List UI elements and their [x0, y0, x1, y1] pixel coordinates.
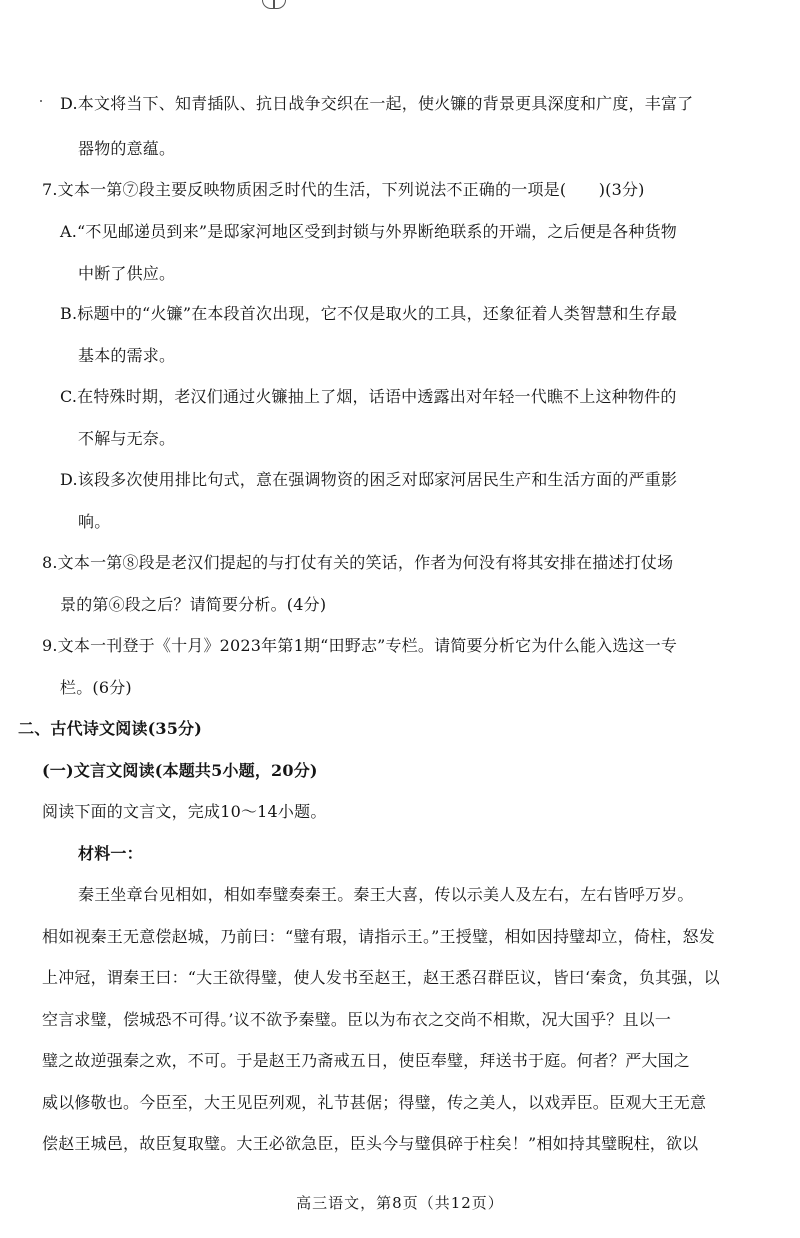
question-8-line-2: 景的第⑥段之后？请简要分析。(4分)	[60, 595, 327, 614]
q7-option-a-line-1: A.“不见邮递员到来”是邸家河地区受到封锁与外界断绝联系的开端，之后便是各种货物	[60, 222, 678, 241]
scan-speck	[40, 100, 42, 102]
section-heading: 二、古代诗文阅读(35分)	[18, 719, 203, 738]
q7-option-d-line-1: D.该段多次使用排比句式，意在强调物资的困乏对邸家河居民生产和生活方面的严重影	[60, 470, 678, 489]
reading-instruction: 阅读下面的文言文，完成10～14小题。	[42, 802, 327, 821]
passage-line-6: 威以修敬也。今臣至，大王见臣列观，礼节甚倨；得璧，传之美人，以戏弄臣。臣观大王无意	[42, 1093, 707, 1112]
q7-option-c-line-1: C.在特殊时期，老汉们通过火镰抽上了烟，话语中透露出对年轻一代瞧不上这种物件的	[60, 387, 677, 406]
question-9-line-1: 9.文本一刊登于《十月》2023年第1期“田野志”专栏。请简要分析它为什么能入选这一专	[42, 636, 678, 655]
q7-option-b-line-1: B.标题中的“火镰”在本段首次出现，它不仅是取火的工具，还象征着人类智慧和生存最	[60, 304, 678, 323]
question-8-line-1: 8.文本一第⑧段是老汉们提起的与打仗有关的笑话，作者为何没有将其安排在描述打仗场	[42, 553, 674, 572]
binding-mark	[262, 0, 286, 9]
q7-option-a-line-2: 中断了供应。	[78, 264, 176, 283]
question-7: 7.文本一第⑦段主要反映物质困乏时代的生活，下列说法不正确的一项是( )(3分)	[42, 180, 645, 199]
page-footer: 高三语文，第8页（共12页）	[296, 1194, 504, 1212]
option-d-line-2: 器物的意蕴。	[78, 139, 176, 158]
subsection-heading: (一)文言文阅读(本题共5小题，20分)	[42, 761, 318, 780]
passage-line-4: 空言求璧，偿城恐不可得。’议不欲予秦璧。臣以为布衣之交尚不相欺，况大国乎？且以一	[42, 1010, 672, 1029]
passage-line-7: 偿赵王城邑，故臣复取璧。大王必欲急臣，臣头今与璧俱碎于柱矣！”相如持其璧睨柱，欲以	[42, 1134, 699, 1153]
question-9-line-2: 栏。(6分)	[60, 678, 132, 697]
passage-line-5: 璧之故逆强秦之欢，不可。于是赵王乃斋戒五日，使臣奉璧，拜送书于庭。何者？严大国之	[42, 1051, 691, 1070]
option-d-line-1: D.本文将当下、知青插队、抗日战争交织在一起，使火镰的背景更具深度和广度，丰富了	[60, 94, 694, 113]
q7-option-d-line-2: 响。	[78, 512, 111, 531]
q7-option-c-line-2: 不解与无奈。	[78, 429, 176, 448]
passage-line-3: 上冲冠，谓秦王曰：“大王欲得璧，使人发书至赵王，赵王悉召群臣议，皆曰‘秦贪，负其强，以	[42, 968, 720, 987]
passage-line-2: 相如视秦王无意偿赵城，乃前曰：“璧有瑕，请指示王。”王授璧，相如因持璧却立，倚柱，怒发	[42, 927, 715, 946]
material-label: 材料一：	[78, 844, 143, 863]
q7-option-b-line-2: 基本的需求。	[78, 346, 176, 365]
passage-line-1: 秦王坐章台见相如，相如奉璧奏秦王。秦王大喜，传以示美人及左右，左右皆呼万岁。	[78, 885, 694, 904]
